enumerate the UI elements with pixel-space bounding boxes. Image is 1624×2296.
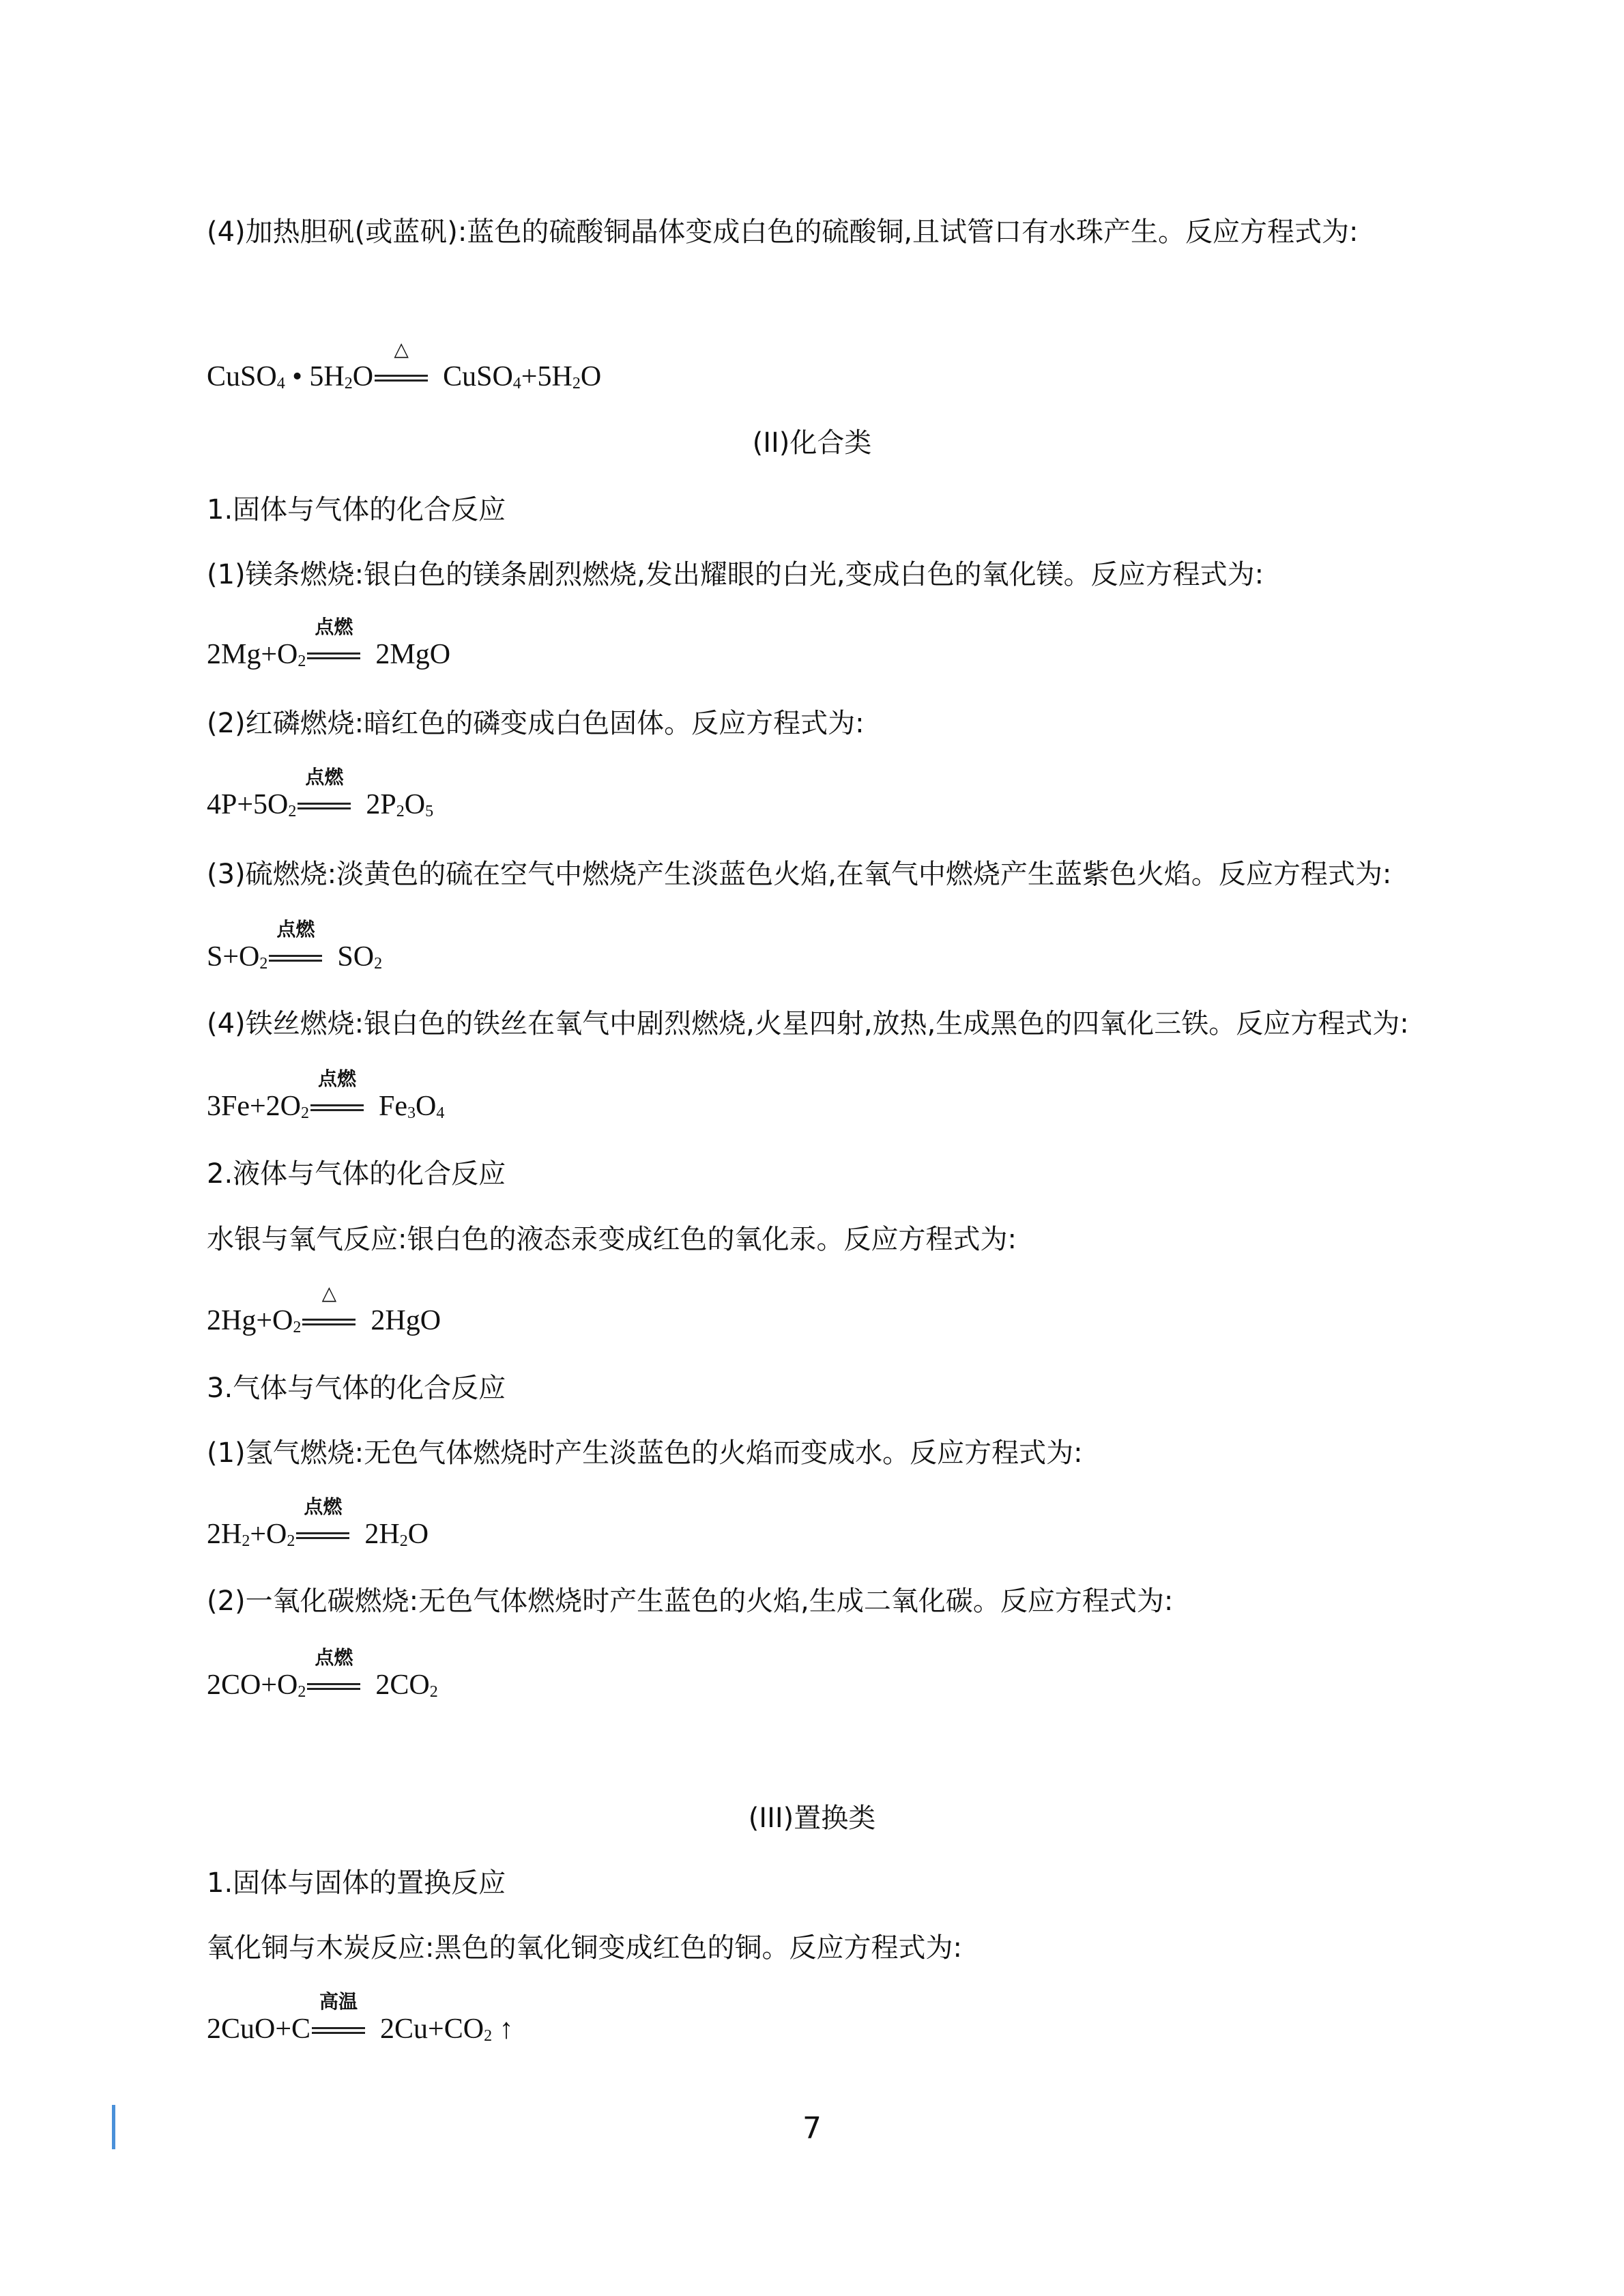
formula-text: 2P — [366, 789, 396, 820]
reactants — [207, 2013, 310, 2045]
subscript: 3 — [407, 1104, 416, 1122]
reaction-condition: 点燃 — [304, 1495, 343, 1518]
formula-text: O — [352, 361, 374, 392]
reactants — [207, 1519, 295, 1550]
chemical-equation — [207, 1646, 438, 1709]
chemical-equation — [207, 616, 451, 678]
formula-text: O — [407, 1519, 429, 1550]
formula-text: 2CuO+C — [207, 2013, 311, 2045]
paragraph: (2)红磷燃烧:暗红色的磷变成白色固体。反应方程式为: — [207, 708, 865, 739]
products — [364, 1519, 429, 1550]
formula-text: 4P+5O — [207, 789, 289, 820]
formula-text: CuSO — [207, 361, 277, 392]
paragraph: (4)加热胆矾(或蓝矾):蓝色的硫酸铜晶体变成白色的硫酸铜,且试管口有水珠产生。反应方程式为: — [207, 216, 1359, 248]
subscript: 4 — [512, 375, 521, 392]
formula-text: SO — [337, 941, 375, 973]
formula-text: 2Hg+O — [207, 1305, 293, 1336]
formula-text: 2CO+O — [207, 1669, 298, 1701]
formula-text: 2Mg+O — [207, 639, 298, 670]
paragraph: 3.气体与气体的化合反应 — [207, 1373, 506, 1404]
products — [375, 639, 450, 670]
formula-text: 3Fe+2O — [207, 1091, 302, 1122]
reactants — [207, 1091, 309, 1122]
subscript: 2 — [287, 1532, 295, 1550]
products — [380, 2013, 514, 2045]
reactants — [207, 361, 373, 392]
subscript: 2 — [298, 652, 306, 670]
subscript: 2 — [259, 955, 268, 973]
formula-text: CuSO — [443, 361, 513, 392]
subscript: 2 — [293, 1319, 302, 1336]
reaction-condition-sign — [307, 616, 360, 665]
paragraph: (2)一氧化碳燃烧:无色气体燃烧时产生蓝色的火焰,生成二氧化碳。反应方程式为: — [207, 1585, 1174, 1617]
paragraph: 1.固体与气体的化合反应 — [207, 494, 506, 526]
subscript: 4 — [436, 1104, 445, 1122]
reactants — [207, 941, 267, 973]
chemical-equation — [207, 338, 602, 401]
products — [371, 1305, 441, 1336]
chemical-equation — [207, 918, 383, 981]
formula-text: O — [580, 361, 602, 392]
reactants — [207, 1669, 306, 1701]
formula-text: 2Cu+CO — [380, 2013, 484, 2045]
reaction-condition-sign — [307, 1646, 360, 1695]
subscript: 2 — [298, 1683, 306, 1701]
chemical-equation — [207, 1282, 441, 1345]
products — [375, 1669, 437, 1701]
reaction-condition: △ — [394, 338, 409, 360]
products — [379, 1091, 444, 1122]
reaction-condition: △ — [321, 1282, 337, 1304]
formula-text: +O — [250, 1519, 287, 1550]
subscript: 5 — [425, 803, 434, 820]
subscript: 2 — [484, 2027, 493, 2045]
reactants — [207, 789, 296, 820]
formula-text: O — [404, 789, 426, 820]
reaction-condition-sign — [302, 1282, 356, 1331]
reaction-condition-sign — [375, 338, 428, 387]
formula-text: • 5H — [285, 361, 345, 392]
subscript: 2 — [242, 1532, 250, 1550]
subscript: 4 — [276, 375, 285, 392]
paragraph: 2.液体与气体的化合反应 — [207, 1158, 506, 1190]
products — [443, 361, 601, 392]
formula-text: 2HgO — [371, 1305, 441, 1336]
section-heading: (II)化合类 — [752, 427, 872, 459]
paragraph: 水银与氧气反应:银白色的液态汞变成红色的氧化汞。反应方程式为: — [207, 1224, 1017, 1255]
paragraph: 1.固体与固体的置换反应 — [207, 1867, 506, 1899]
formula-text: Fe — [379, 1091, 408, 1122]
reaction-condition: 高温 — [319, 1990, 358, 2013]
subscript: 2 — [399, 1532, 408, 1550]
formula-text: 2H — [364, 1519, 400, 1550]
reaction-condition: 点燃 — [315, 616, 353, 638]
reaction-condition-sign — [296, 1495, 349, 1545]
subscript: 2 — [572, 375, 581, 392]
reactants — [207, 639, 306, 670]
page-number: 7 — [802, 2111, 822, 2146]
formula-text: ↑ — [492, 2013, 514, 2045]
subscript: 2 — [396, 803, 405, 820]
subscript: 2 — [344, 375, 353, 392]
subscript: 2 — [374, 955, 383, 973]
chemical-equation — [207, 1495, 429, 1558]
reaction-condition-sign — [269, 918, 322, 967]
paragraph: (4)铁丝燃烧:银白色的铁丝在氧气中剧烈燃烧,火星四射,放热,生成黑色的四氧化三铁。反应方程式为: — [207, 1008, 1409, 1039]
reaction-condition: 点燃 — [276, 918, 315, 941]
formula-text: O — [416, 1091, 437, 1122]
section-heading: (III)置换类 — [748, 1803, 876, 1834]
chemical-equation — [207, 1990, 514, 2053]
products — [337, 941, 382, 973]
reaction-condition-sign — [312, 1990, 365, 2039]
reaction-condition: 点燃 — [305, 766, 344, 788]
paragraph: 氧化铜与木炭反应:黑色的氧化铜变成红色的铜。反应方程式为: — [207, 1932, 962, 1964]
subscript: 2 — [288, 803, 297, 820]
products — [366, 789, 433, 820]
paragraph: (1)氢气燃烧:无色气体燃烧时产生淡蓝色的火焰而变成水。反应方程式为: — [207, 1437, 1083, 1469]
reaction-condition: 点燃 — [315, 1646, 353, 1669]
reactants — [207, 1305, 301, 1336]
formula-text: S+O — [207, 941, 260, 973]
reaction-condition: 点燃 — [318, 1067, 357, 1090]
formula-text: 2MgO — [375, 639, 451, 670]
subscript: 2 — [429, 1683, 438, 1701]
reaction-condition-sign — [310, 1067, 364, 1117]
paragraph: (1)镁条燃烧:银白色的镁条剧烈燃烧,发出耀眼的白光,变成白色的氧化镁。反应方程式为: — [207, 559, 1264, 590]
formula-text: 2CO — [375, 1669, 430, 1701]
subscript: 2 — [301, 1104, 310, 1122]
paragraph: (3)硫燃烧:淡黄色的硫在空气中燃烧产生淡蓝色火焰,在氧气中燃烧产生蓝紫色火焰。反应方程式为: — [207, 859, 1392, 890]
formula-text: +5H — [521, 361, 572, 392]
formula-text: 2H — [207, 1519, 242, 1550]
chemical-equation — [207, 766, 434, 829]
chemical-equation — [207, 1067, 445, 1130]
reaction-condition-sign — [298, 766, 351, 815]
